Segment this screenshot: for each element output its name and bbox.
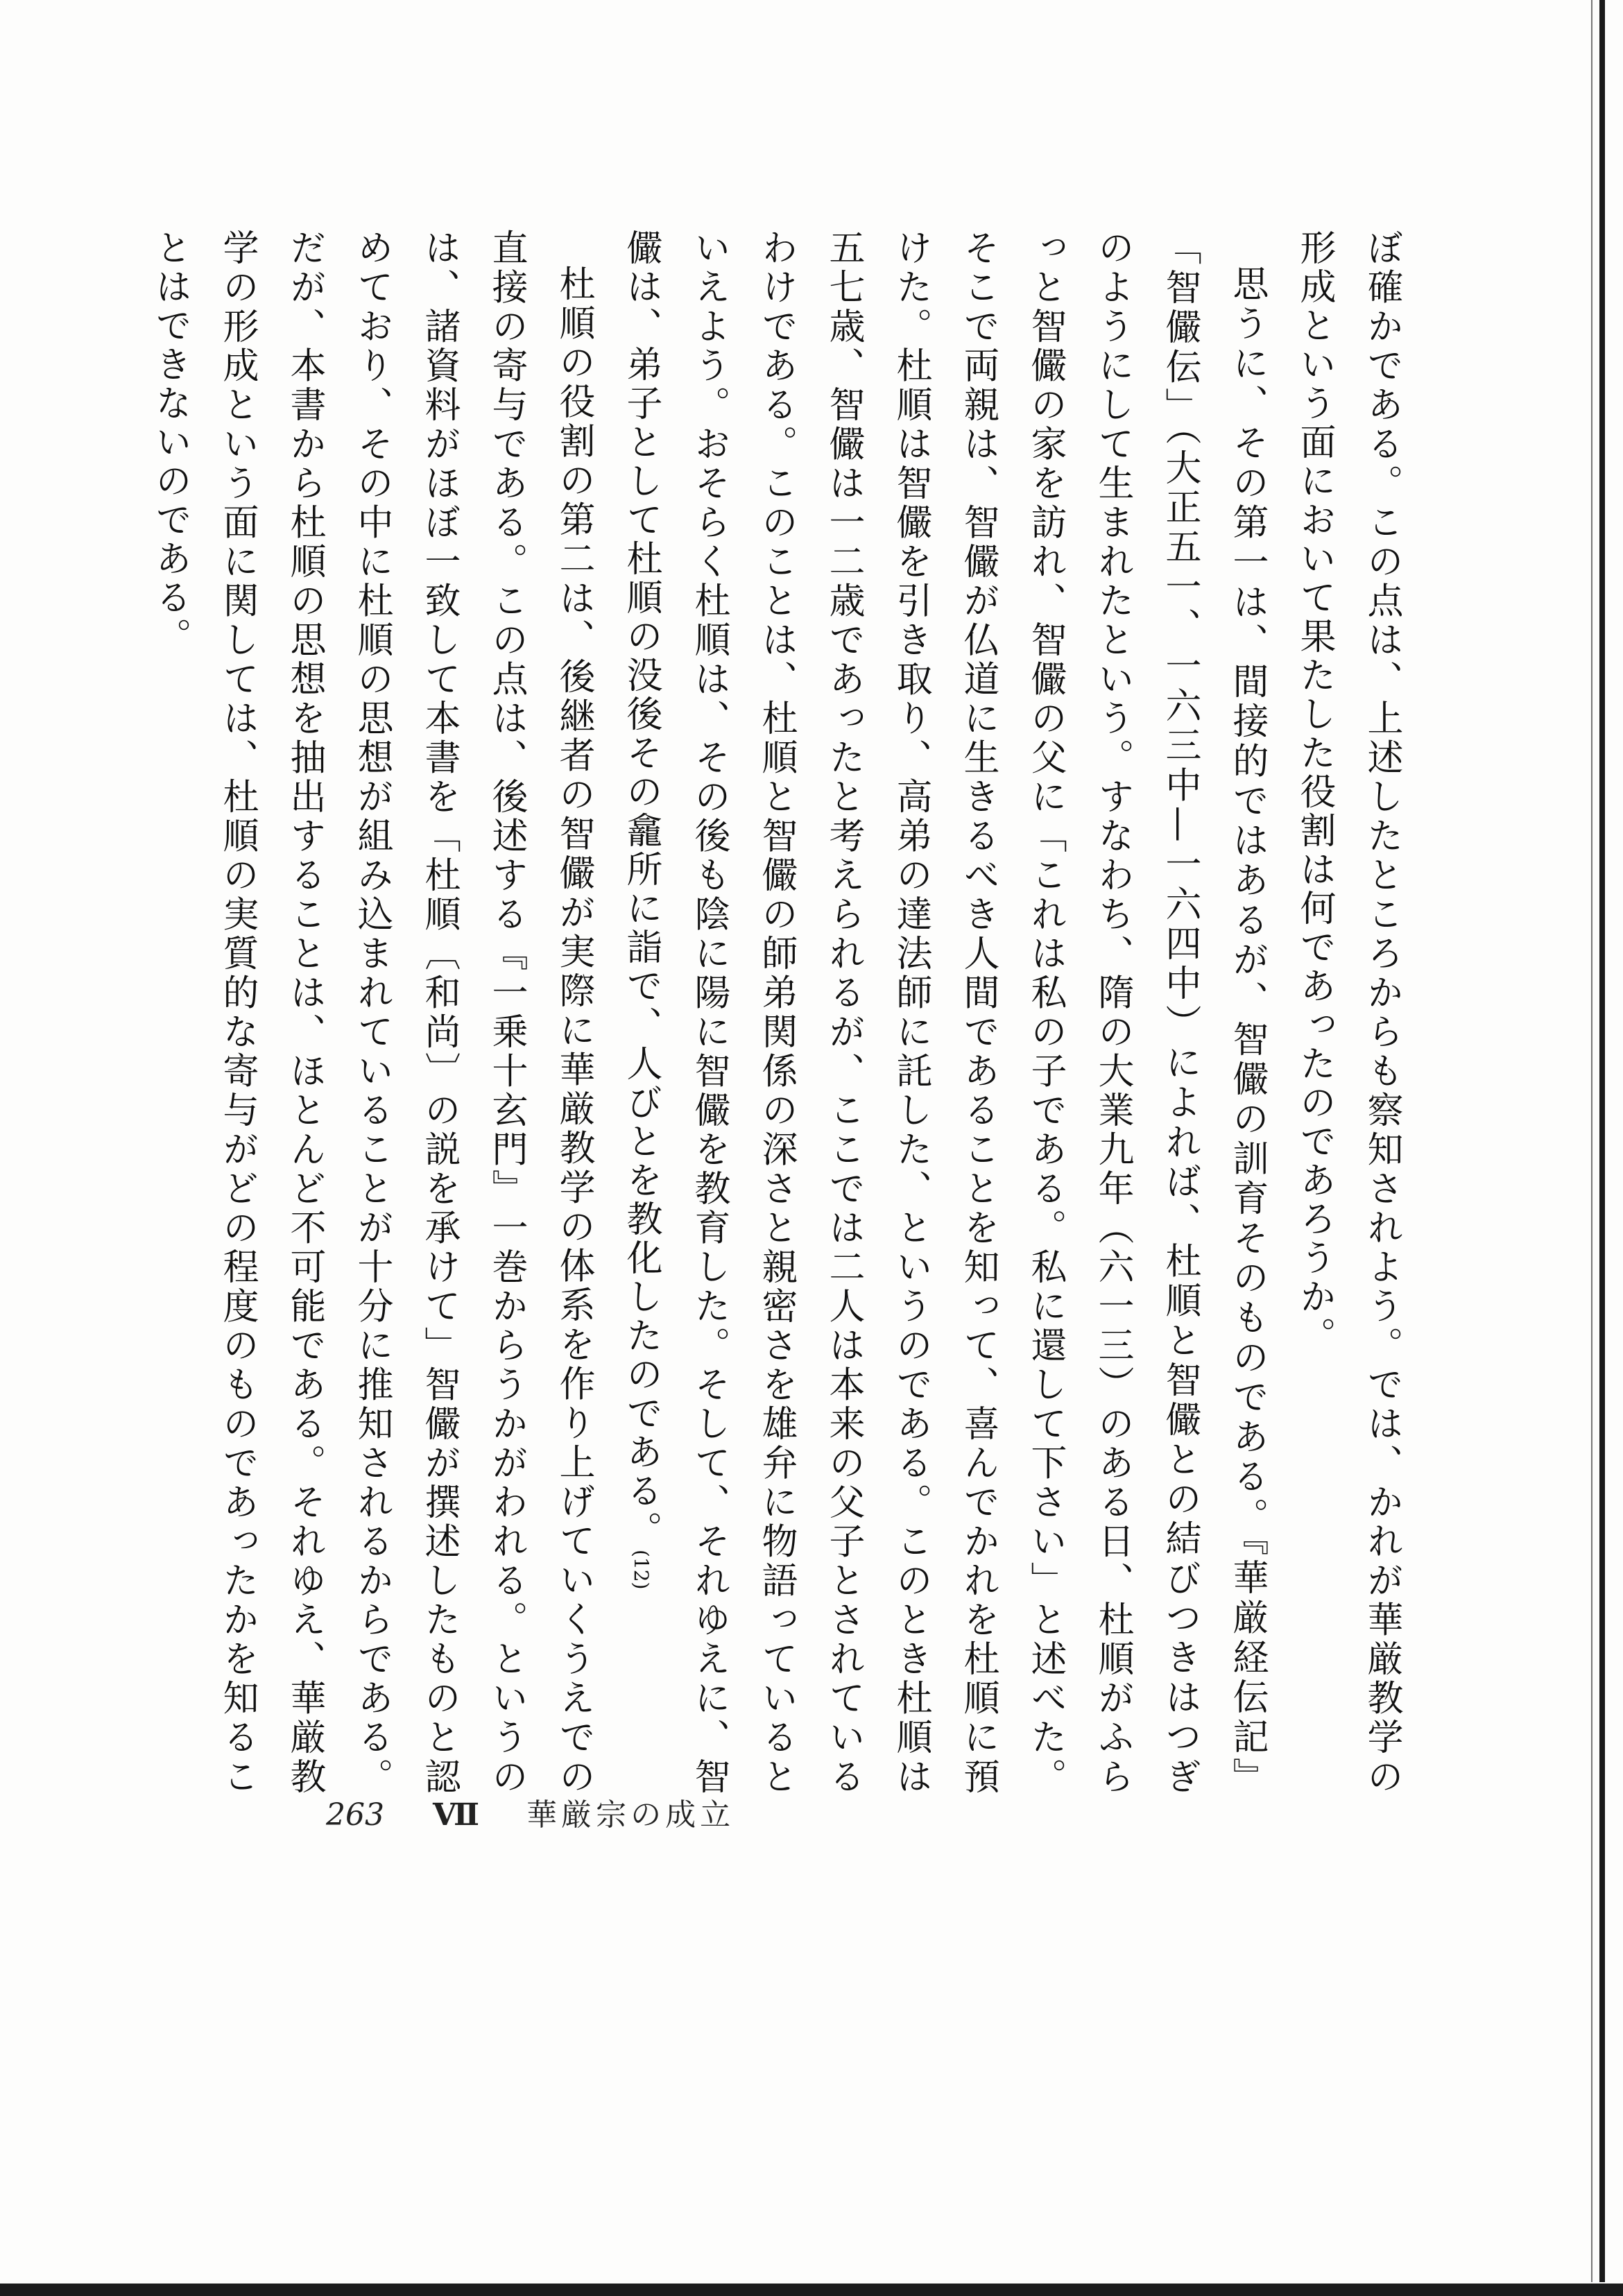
paragraph-2 [607,229,1280,1797]
paragraph-1: ぼ確かである。この点は、上述したところからも察知されよう。では、かれが華厳教学の形成という面において果たした役割は何であったのであろうか。 [1294,229,1402,1797]
chapter-number: Ⅶ [432,1797,479,1833]
chapter-title: 華厳宗の成立 [526,1797,735,1833]
binding-line [1591,0,1592,2282]
page-footer [326,1790,735,1838]
paragraph-3: 杜順の役割の第二は、後継者の智儼が実際に華厳教学の体系を作り上げていくうえでの直接の寄与である。この点は、後述する『一乗十玄門』一巻からうかがわれる。というのは、諸資料がほぼ一致して本書を「杜順〔和尚〕の説を承けて」智儼が撰述したものと認めており、その中に杜順の思想が組み込まれていることが十分に推知されるからである。だが、本書から杜順の思想を抽出することは、ほとんど不可能である。それゆえ、華厳教学の形成という面に関しては、杜順の実質的な寄与がどの程度のものであったかを知ることはできないのである。 [149,229,594,1797]
body-text [149,229,1415,1797]
note-reference: (12) [630,1550,653,1590]
binding-shadow [1599,0,1605,2282]
paragraph-2-text: 思うに、その第一は、間接的ではあるが、智儼の訓育そのものである。『華厳経伝記』「智儼伝」（大正五一、一六三中—一六四中）によれば、杜順と智儼との結びつきはつぎのようにして生まれたという。すなわち、隋の大業九年（六一三）のある日、杜順がふらっと智儼の家を訪れ、智儼の父に「これは私の子である。私に還して下さい」と述べた。そこで両親は、智儼が仏道に生きるべき人間であることを知って、喜んでかれを杜順に預けた。杜順は智儼を引き取り、高弟の達法師に託した、というのである。このとき杜順は五七歳、智儼は一二歳であったと考えられるが、ここでは二人は本来の父子とされているわけである。このことは、杜順と智儼の師弟関係の深さと親密さを雄弁に物語っているといえよう。おそらく杜順は、その後も陰に陽に智儼を教育した。そして、それゆえに、智儼は、弟子として杜順の没後その龕所に詣で、人びとを教化したのである。 [620,229,1268,1797]
scan-bottom-edge [0,2284,1623,2296]
page-number: 263 [326,1797,384,1833]
